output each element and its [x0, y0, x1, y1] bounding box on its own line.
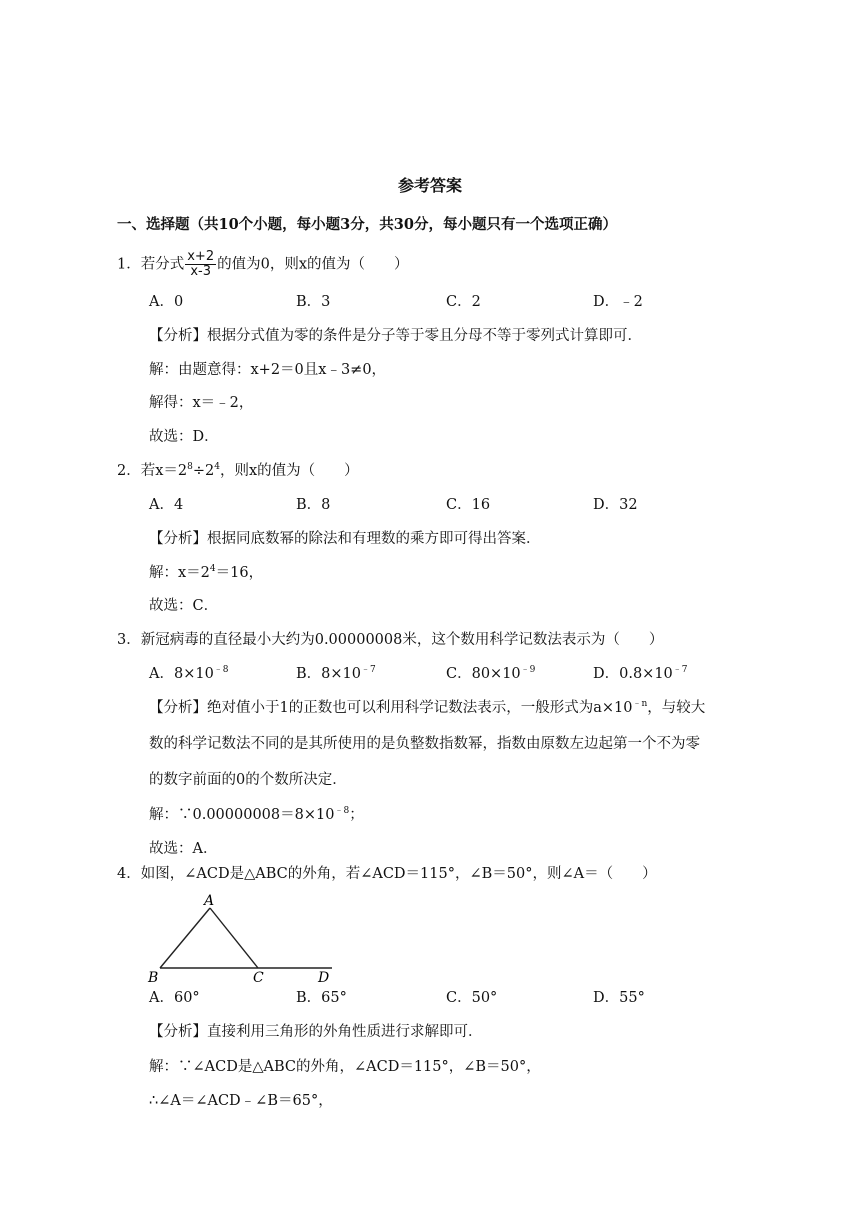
- q1-stem-pre: 1．若分式: [117, 256, 185, 273]
- exponent: ﹣7: [360, 665, 376, 675]
- label-c: C: [253, 970, 264, 985]
- exponent: ﹣7: [672, 665, 688, 675]
- q2-solution-post: ＝16，: [215, 565, 264, 581]
- side-ab: [160, 908, 210, 968]
- option-b: [296, 664, 376, 684]
- q4-solution-1: 解：∵∠ACD是△ABC的外角，∠ACD＝115°，∠B＝50°，: [149, 1059, 541, 1075]
- label-d: D: [318, 970, 330, 985]
- q3-solution: [149, 805, 364, 825]
- q3-analysis-1: [149, 698, 705, 718]
- exponent: ﹣8: [334, 806, 350, 816]
- q1-analysis: 【分析】根据分式值为零的条件是分子等于零且分母不等于零列式计算即可．: [149, 328, 642, 344]
- q1-solution-2: 解得：x＝﹣2，: [149, 395, 254, 411]
- q1-solution-1: 解：由题意得：x+2＝0且x﹣3≠0，: [149, 362, 387, 378]
- q3-solution-post: ；: [349, 807, 364, 823]
- question-3-stem: 3．新冠病毒的直径最小大约为0.00000008米，这个数用科学记数法表示为（ ）: [117, 632, 664, 648]
- q3-answer: 故选：A．: [149, 841, 218, 857]
- option-base: B．8×10: [296, 666, 361, 682]
- exponent: ﹣8: [213, 665, 229, 675]
- question-4-stem: 4．如图，∠ACD是△ABC的外角，若∠ACD＝115°，∠B＝50°，则∠A＝（ ）: [117, 866, 657, 882]
- q3-analysis-post: ，与较大: [647, 700, 706, 716]
- q4-analysis: 【分析】直接利用三角形的外角性质进行求解即可．: [149, 1024, 483, 1040]
- option-b: B．8: [296, 497, 331, 513]
- section-heading: 一、选择题（共10个小题，每小题3分，共30分，每小题只有一个选项正确）: [117, 216, 617, 233]
- option-d: D．﹣2: [593, 294, 643, 310]
- fraction: [185, 250, 216, 279]
- fraction-numerator: x+2: [187, 249, 215, 264]
- label-b: B: [148, 970, 159, 985]
- exponent: ﹣9: [520, 665, 536, 675]
- option-a: A．0: [149, 294, 184, 310]
- option-c: C．16: [446, 497, 491, 513]
- exponent: 4: [214, 462, 220, 472]
- option-c: [446, 664, 535, 684]
- option-base: C．80×10: [446, 666, 521, 682]
- q2-stem-mid: ÷2: [192, 463, 215, 479]
- q1-stem-post: 的值为0，则x的值为（ ）: [217, 256, 409, 273]
- q2-solution: [149, 563, 263, 583]
- option-base: A．8×10: [149, 666, 214, 682]
- option-b: B．65°: [296, 990, 347, 1006]
- option-d: D．32: [593, 497, 638, 513]
- q2-answer: 故选：C．: [149, 598, 219, 614]
- option-base: D．0.8×10: [593, 666, 673, 682]
- q2-solution-pre: 解：x＝2: [149, 565, 210, 581]
- option-a: A．4: [149, 497, 184, 513]
- fraction-denominator: x-3: [190, 264, 211, 279]
- q3-analysis-3: 的数字前面的0的个数所决定．: [149, 772, 347, 788]
- q1-answer: 故选：D．: [149, 429, 219, 445]
- q2-analysis: 【分析】根据同底数幂的除法和有理数的乘方即可得出答案．: [149, 531, 541, 547]
- exponent: ﹣n: [632, 699, 648, 709]
- q4-solution-2: ∴∠A＝∠ACD﹣∠B＝65°，: [149, 1093, 333, 1109]
- label-a: A: [204, 893, 215, 909]
- option-b: B．3: [296, 294, 331, 310]
- q2-stem-post: ，则x的值为（ ）: [219, 463, 359, 479]
- exponent: 4: [209, 564, 216, 574]
- q3-solution-pre: 解：∵0.00000008＝8×10: [149, 807, 335, 823]
- option-c: C．50°: [446, 990, 498, 1006]
- q3-analysis-2: 数的科学记数法不同的是其所使用的是负整数指数幂，指数由原数左边起第一个不为零: [149, 736, 700, 752]
- page-title: 参考答案: [397, 176, 462, 195]
- triangle-figure: [146, 890, 346, 985]
- exponent: 8: [187, 462, 193, 472]
- question-2-stem: [117, 461, 359, 481]
- q3-analysis-pre: 【分析】绝对值小于1的正数也可以利用科学记数法表示，一般形式为a×10: [149, 700, 633, 716]
- option-c: C．2: [446, 294, 481, 310]
- option-d: [593, 664, 688, 684]
- q2-stem-pre: 2．若x＝2: [117, 463, 188, 479]
- question-1-stem: [117, 250, 409, 279]
- option-d: D．55°: [593, 990, 645, 1006]
- side-ac: [210, 908, 258, 968]
- option-a: A．60°: [149, 990, 200, 1006]
- option-a: [149, 664, 229, 684]
